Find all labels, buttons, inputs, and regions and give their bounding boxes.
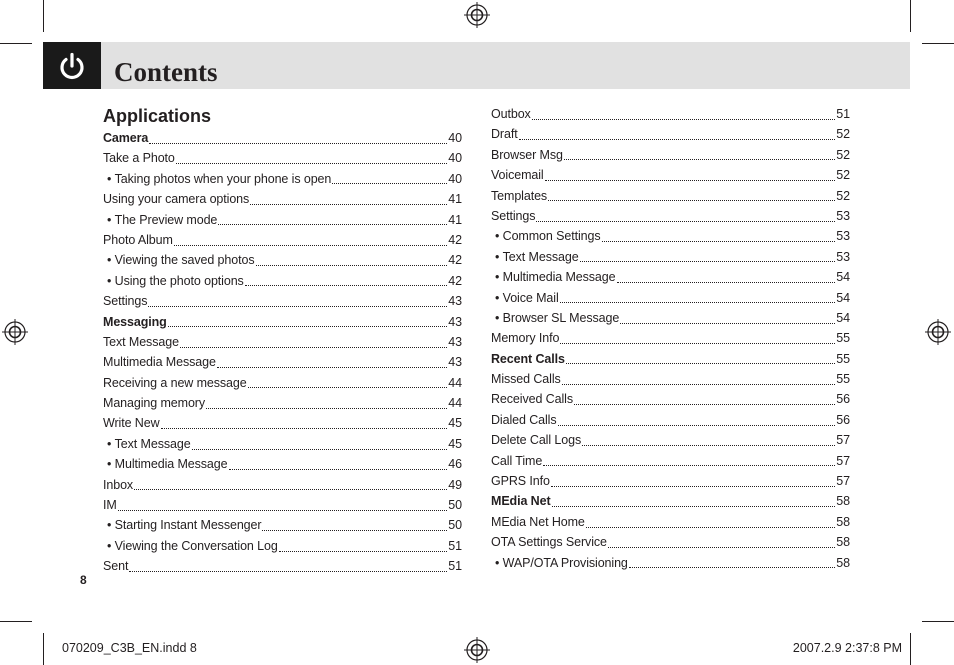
toc-entry-page: 44 — [448, 375, 462, 390]
dot-leader — [332, 183, 447, 184]
toc-entry-page: 58 — [836, 494, 850, 509]
toc-entry[interactable] — [491, 145, 850, 165]
toc-entry[interactable] — [103, 475, 462, 495]
toc-entry-page: 52 — [836, 147, 850, 162]
dot-leader — [558, 425, 836, 426]
toc-entry[interactable] — [103, 230, 462, 250]
toc-entry[interactable] — [103, 291, 462, 311]
dot-leader — [552, 506, 835, 507]
toc-entry-page: 58 — [836, 514, 850, 529]
toc-entry-page: 46 — [448, 457, 462, 472]
toc-entry[interactable] — [103, 515, 462, 535]
dot-leader — [586, 527, 835, 528]
toc-entry-page: 42 — [448, 253, 462, 268]
toc-entry[interactable] — [103, 312, 462, 332]
toc-entry-page: 45 — [448, 416, 462, 431]
toc-entry-page: 43 — [448, 355, 462, 370]
toc-entry-title: Multimedia Message — [103, 355, 216, 370]
toc-entry[interactable] — [491, 451, 850, 471]
dot-leader — [566, 363, 835, 364]
toc-entry-title: Received Calls — [491, 392, 573, 407]
dot-leader — [217, 367, 447, 368]
power-icon — [57, 51, 87, 81]
dot-leader — [256, 265, 448, 266]
crop-mark — [0, 621, 32, 622]
toc-entry-page: 43 — [448, 294, 462, 309]
toc-entry-page: 49 — [448, 477, 462, 492]
dot-leader — [617, 282, 836, 283]
toc-entry-title: Receiving a new message — [103, 375, 247, 390]
toc-entry-page: 55 — [836, 331, 850, 346]
toc-entry-page: 51 — [448, 538, 462, 553]
dot-leader — [229, 469, 448, 470]
toc-entry[interactable] — [491, 532, 850, 552]
toc-entry-title: • The Preview mode — [107, 210, 217, 230]
toc-entry-title: Using your camera options — [103, 192, 250, 207]
toc-entry-title: Sent — [103, 559, 129, 574]
toc-entry[interactable] — [491, 328, 850, 348]
toc-entry-page: 43 — [448, 334, 462, 349]
toc-entry[interactable] — [103, 169, 462, 189]
toc-entry[interactable] — [103, 148, 462, 168]
toc-entry[interactable] — [491, 491, 850, 511]
crop-mark — [43, 633, 44, 665]
toc-entry[interactable] — [103, 250, 462, 270]
toc-entry-title: Delete Call Logs — [491, 433, 582, 448]
dot-leader — [519, 139, 835, 140]
toc-entry-title: • Viewing the saved photos — [107, 250, 255, 270]
toc-entry[interactable] — [103, 495, 462, 515]
dot-leader — [134, 489, 447, 490]
dot-leader — [148, 306, 447, 307]
toc-entry-title: Dialed Calls — [491, 412, 557, 427]
toc-entry-title: • Using the photo options — [107, 271, 244, 291]
toc-entry-page: 54 — [836, 310, 850, 325]
dot-leader — [545, 180, 835, 181]
toc-entry-title: MEdia Net Home — [491, 514, 585, 529]
toc-entry[interactable] — [491, 165, 850, 185]
toc-entry[interactable] — [491, 288, 850, 308]
toc-entry-page: 40 — [448, 171, 462, 186]
toc-entry-title: • Viewing the Conversation Log — [107, 536, 278, 556]
dot-leader — [620, 323, 835, 324]
toc-entry-title: Missed Calls — [491, 372, 561, 387]
section-heading: Applications — [103, 106, 212, 126]
toc-entry[interactable] — [491, 124, 850, 144]
page-title: Contents — [114, 57, 218, 87]
crop-mark — [910, 0, 911, 32]
dot-leader — [149, 143, 447, 144]
toc-entry-title: MEdia Net — [491, 494, 551, 509]
toc-entry[interactable] — [103, 271, 462, 291]
toc-right-column — [491, 104, 850, 573]
toc-entry-title: • Text Message — [495, 247, 579, 267]
crop-mark — [922, 43, 954, 44]
toc-entry[interactable] — [103, 536, 462, 556]
toc-entry-page: 40 — [448, 151, 462, 166]
toc-entry-page: 52 — [836, 127, 850, 142]
dot-leader — [560, 302, 835, 303]
toc-entry-title: Settings — [103, 294, 148, 309]
toc-entry-page: 54 — [836, 290, 850, 305]
dot-leader — [279, 551, 447, 552]
toc-entry-page: 51 — [836, 107, 850, 121]
dot-leader — [574, 404, 835, 405]
page-number: 8 — [80, 573, 87, 587]
toc-entry-page: 50 — [448, 518, 462, 533]
dot-leader — [180, 347, 447, 348]
toc-entry-page: 50 — [448, 498, 462, 513]
dot-leader — [174, 245, 447, 246]
dot-leader — [206, 408, 447, 409]
toc-entry-page: 52 — [836, 168, 850, 183]
toc-entry-title: Take a Photo — [103, 151, 175, 166]
toc-entry-title: GPRS Info — [491, 474, 550, 489]
footer-timestamp: 2007.2.9 2:37:8 PM — [792, 641, 902, 655]
toc-entry-page: 57 — [836, 474, 850, 489]
toc-entry-page: 58 — [836, 535, 850, 550]
toc-entry-page: 43 — [448, 314, 462, 329]
toc-entry-page: 55 — [836, 372, 850, 387]
toc-entry[interactable] — [103, 413, 462, 433]
toc-entry-title: • WAP/OTA Provisioning — [495, 553, 628, 573]
toc-entry-page: 57 — [836, 433, 850, 448]
toc-entry[interactable] — [491, 389, 850, 409]
dot-leader — [248, 387, 447, 388]
toc-entry-title: Settings — [491, 208, 536, 223]
dot-leader — [118, 510, 447, 511]
dot-leader — [532, 119, 835, 120]
dot-leader — [129, 571, 447, 572]
toc-entry-title: OTA Settings Service — [491, 535, 607, 550]
power-icon-box — [43, 42, 101, 89]
dot-leader — [250, 204, 447, 205]
crop-mark — [922, 621, 954, 622]
toc-entry-page: 52 — [836, 188, 850, 203]
toc-entry[interactable] — [491, 349, 850, 369]
toc-entry-title: • Browser SL Message — [495, 308, 619, 328]
toc-entry[interactable] — [103, 393, 462, 413]
crop-mark — [43, 0, 44, 32]
toc-entry[interactable] — [491, 308, 850, 328]
dot-leader — [218, 224, 447, 225]
dot-leader — [176, 163, 447, 164]
toc-entry-title: • Taking photos when your phone is open — [107, 169, 331, 189]
toc-entry-page: 42 — [448, 232, 462, 247]
toc-entry-title: Call Time — [491, 453, 543, 468]
toc-entry-page: 41 — [448, 192, 462, 207]
toc-entry[interactable] — [491, 267, 850, 287]
toc-entry-title: • Common Settings — [495, 226, 601, 246]
footer-filename: 070209_C3B_EN.indd 8 — [62, 641, 197, 655]
toc-entry-title: • Text Message — [107, 434, 191, 454]
dot-leader — [168, 326, 447, 327]
registration-mark-icon — [464, 637, 490, 663]
toc-entry-title: Outbox — [491, 107, 531, 121]
dot-leader — [608, 547, 835, 548]
dot-leader — [262, 530, 447, 531]
toc-entry[interactable] — [103, 454, 462, 474]
toc-entry-title: • Multimedia Message — [107, 454, 228, 474]
toc-entry[interactable] — [103, 434, 462, 454]
toc-entry[interactable] — [103, 210, 462, 230]
toc-entry-page: 44 — [448, 396, 462, 411]
toc-entry[interactable] — [103, 128, 462, 148]
toc-entry-page: 56 — [836, 412, 850, 427]
toc-entry-title: • Voice Mail — [495, 288, 559, 308]
registration-mark-icon — [925, 319, 951, 345]
crop-mark — [0, 43, 32, 44]
dot-leader — [564, 159, 835, 160]
toc-entry-page: 55 — [836, 351, 850, 366]
toc-entry-page: 56 — [836, 392, 850, 407]
toc-entry-title: Voicemail — [491, 168, 544, 183]
toc-entry[interactable] — [491, 247, 850, 267]
toc-entry-page: 40 — [448, 131, 462, 145]
toc-left-column — [103, 128, 462, 577]
toc-entry[interactable] — [103, 556, 462, 576]
toc-entry-title: Draft — [491, 127, 518, 142]
dot-leader — [192, 449, 447, 450]
toc-entry-title: Inbox — [103, 477, 134, 492]
toc-entry-page: 53 — [836, 229, 850, 244]
dot-leader — [161, 428, 447, 429]
toc-entry-page: 54 — [836, 270, 850, 285]
toc-entry[interactable] — [491, 369, 850, 389]
toc-entry-title: Templates — [491, 188, 548, 203]
dot-leader — [548, 200, 835, 201]
toc-entry-title: Messaging — [103, 314, 167, 329]
dot-leader — [580, 261, 835, 262]
registration-mark-icon — [464, 2, 490, 28]
dot-leader — [629, 567, 835, 568]
toc-entry-page: 53 — [836, 249, 850, 264]
toc-entry[interactable] — [103, 332, 462, 352]
toc-entry[interactable] — [103, 352, 462, 372]
toc-entry[interactable] — [491, 410, 850, 430]
toc-entry-page: 57 — [836, 453, 850, 468]
toc-entry-page: 53 — [836, 208, 850, 223]
toc-entry[interactable] — [103, 189, 462, 209]
toc-entry[interactable] — [491, 471, 850, 491]
toc-entry-title: Browser Msg — [491, 147, 563, 162]
toc-entry[interactable] — [491, 104, 850, 124]
toc-entry-page: 42 — [448, 273, 462, 288]
toc-entry-title: Photo Album — [103, 232, 173, 247]
toc-entry-page: 51 — [448, 559, 462, 574]
toc-entry[interactable] — [491, 430, 850, 450]
dot-leader — [245, 285, 447, 286]
toc-entry[interactable] — [491, 206, 850, 226]
toc-entry-title: Managing memory — [103, 396, 206, 411]
toc-entry-title: Memory Info — [491, 331, 560, 346]
dot-leader — [562, 384, 835, 385]
crop-mark — [910, 633, 911, 665]
dot-leader — [602, 241, 835, 242]
dot-leader — [551, 486, 835, 487]
toc-entry[interactable] — [491, 512, 850, 532]
toc-entry-title: Recent Calls — [491, 351, 565, 366]
toc-entry-title: Camera — [103, 131, 149, 145]
toc-entry[interactable] — [491, 553, 850, 573]
toc-entry-title: • Multimedia Message — [495, 267, 616, 287]
toc-entry-page: 41 — [448, 212, 462, 227]
dot-leader — [536, 221, 835, 222]
dot-leader — [560, 343, 835, 344]
toc-entry[interactable] — [491, 226, 850, 246]
toc-entry[interactable] — [491, 186, 850, 206]
toc-entry-title: Text Message — [103, 334, 179, 349]
registration-mark-icon — [2, 319, 28, 345]
toc-entry-page: 58 — [836, 555, 850, 570]
toc-entry[interactable] — [103, 373, 462, 393]
dot-leader — [543, 465, 835, 466]
dot-leader — [582, 445, 835, 446]
toc-entry-title: Write New — [103, 416, 160, 431]
toc-entry-title: IM — [103, 498, 117, 513]
toc-entry-page: 45 — [448, 436, 462, 451]
toc-entry-title: • Starting Instant Messenger — [107, 515, 261, 535]
